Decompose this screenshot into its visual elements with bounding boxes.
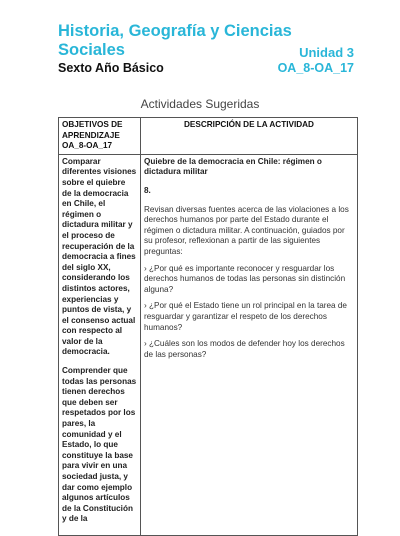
section-title: Actividades Sugeridas bbox=[140, 97, 260, 111]
activities-table bbox=[58, 117, 358, 536]
objective-codes: OA_8-OA_17 bbox=[277, 61, 354, 75]
grade-label: Sexto Año Básico bbox=[58, 61, 164, 75]
description-column-header: DESCRIPCIÓN DE LA ACTIVIDAD bbox=[141, 118, 358, 155]
activity-title: Quiebre de la democracia en Chile: régimen o dictadura militar bbox=[144, 156, 322, 177]
table-header-row bbox=[59, 118, 358, 155]
subject-title: Historia, Geografía y Ciencias Sociales bbox=[58, 22, 292, 59]
activity-question: › ¿Cuáles son los modos de defender hoy los derechos de las personas? bbox=[144, 339, 345, 359]
objectives-column-header: OBJETIVOS DE APRENDIZAJE OA_8-OA_17 bbox=[59, 118, 141, 155]
table-row bbox=[59, 154, 358, 535]
objectives-cell bbox=[59, 154, 141, 535]
unit-label: Unidad 3 bbox=[299, 45, 354, 60]
objective-text: Comparar diferentes visiones sobre el quiebre de la democracia en Chile, el régimen o dictadura militar y el proceso de recuperación de la democracia a fines del siglo XX, considerando los distintos actores, experiencias y puntos de vista, y el consenso actual con respecto al valor de la democracia. bbox=[62, 156, 137, 357]
objective-text: Comprender que todas las personas tienen derechos que deben ser respetados por los pares, la comunidad y el Estado, lo que constituye la base para vivir en una sociedad justa, y dar como ejemplo algunos artículos de la Constitución y de la bbox=[62, 366, 137, 524]
activity-number: 8. bbox=[144, 185, 151, 195]
activity-cell bbox=[141, 154, 358, 535]
activity-intro: Revisan diversas fuentes acerca de las violaciones a los derechos humanos por parte del Estado durante el régimen o dictadura militar. A continuación, guiados por su profesor, reflexionan a partir de las siguientes preguntas: bbox=[144, 204, 349, 256]
activity-question: › ¿Por qué es importante reconocer y resguardar los derechos humanos de todas las personas sin distinción alguna? bbox=[144, 263, 346, 294]
activity-question: › ¿Por qué el Estado tiene un rol principal en la tarea de resguardar y garantizar el respeto de los derechos humanos? bbox=[144, 301, 347, 332]
